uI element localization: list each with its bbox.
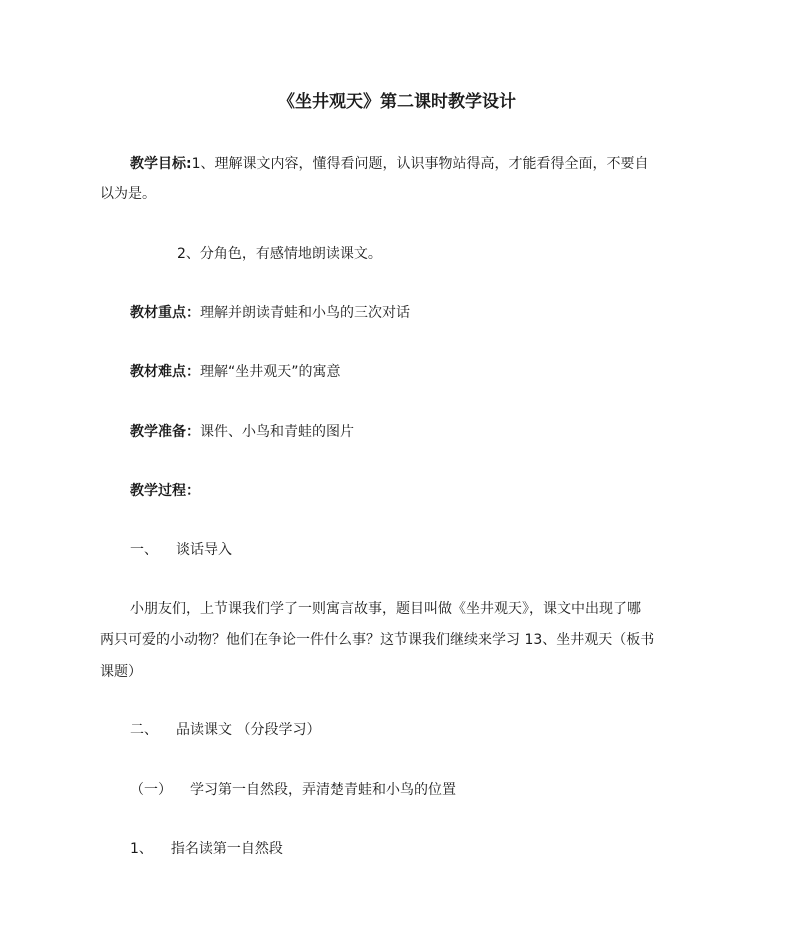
preparation-label: 教学准备： [130,424,200,440]
preparation-text: 课件、小鸟和青蛙的图片 [200,424,354,440]
intro-paragraph-line-3: 课题） [100,664,142,680]
objectives-line-1 [130,154,649,174]
intro-paragraph-line-1: 小朋友们，上节课我们学了一则寓言故事，题目叫做《坐井观天》，课文中出现了哪 [130,601,641,617]
key-point-text: 理解并朗读青蛙和小鸟的三次对话 [200,305,410,321]
subsection-1-title: 学习第一自然段，弄清楚青蛙和小鸟的位置 [190,782,456,798]
objectives-line-2: 以为是。 [100,186,156,202]
key-point-label: 教材重点： [130,305,200,321]
subsection-1-number: （一） [130,782,172,798]
document-title: 《坐井观天》第二课时教学设计 [278,92,516,112]
process-label: 教学过程： [130,483,200,499]
section-1-title: 谈话导入 [176,542,232,558]
section-2-title: 品读课文 （分段学习） [176,722,321,738]
section-1-number: 一、 [130,542,158,558]
objectives-item-1: 1、理解课文内容，懂得看问题，认识事物站得高，才能看得全面，不要自 [191,156,649,172]
section-2-heading [130,720,320,740]
step-1-title: 指名读第一自然段 [170,841,283,857]
section-1-heading [130,540,232,560]
step-1-heading [130,839,283,859]
section-2-number: 二、 [130,722,158,738]
intro-paragraph-line-2: 两只可爱的小动物？他们在争论一件什么事？这节课我们继续来学习 13、坐井观天（板书 [100,632,655,648]
preparation [130,422,354,442]
difficulty-label: 教材难点： [130,364,200,380]
key-point [130,303,410,323]
step-1-number: 1、 [130,841,153,857]
objectives-label: 教学目标: [130,156,192,172]
subsection-1-heading [130,780,456,800]
difficulty-text: 理解“坐井观天”的寓意 [200,364,341,380]
objectives-item-2: 2、分角色，有感情地朗读课文。 [177,246,382,262]
difficulty [130,362,341,382]
